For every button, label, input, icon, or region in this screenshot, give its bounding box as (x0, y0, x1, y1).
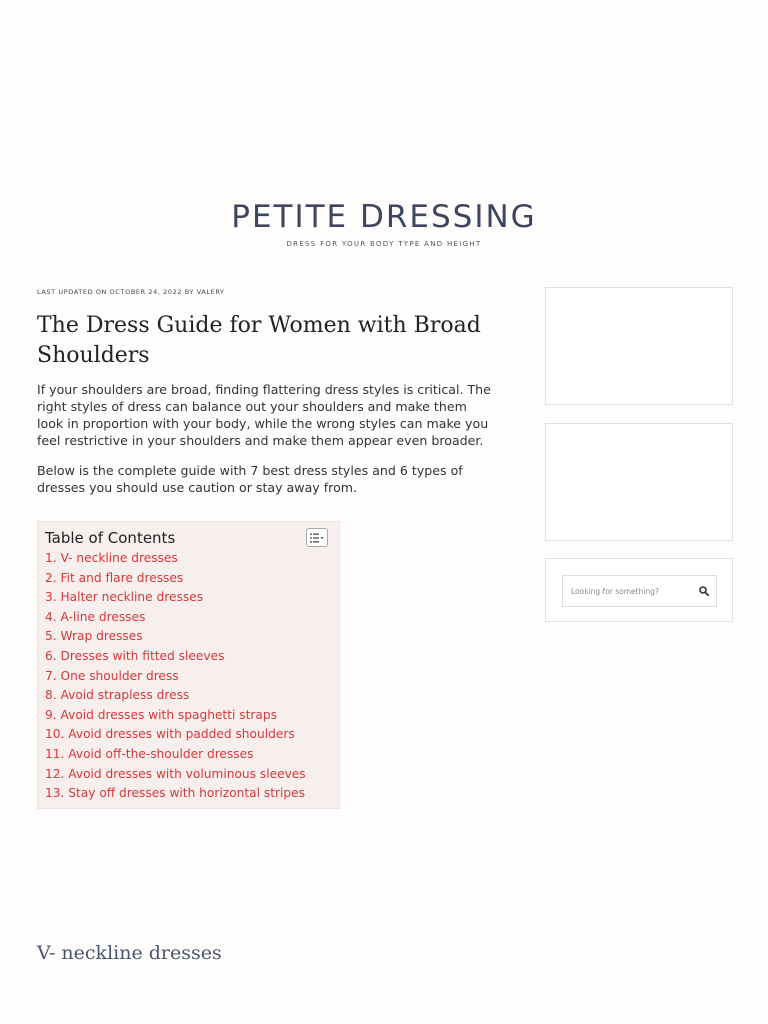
toc-item (45, 706, 332, 726)
search-input[interactable] (563, 576, 692, 606)
toc-link-padded-shoulders[interactable]: 10. Avoid dresses with padded shoulders (45, 727, 295, 742)
toc-link-fitted-sleeves[interactable]: 6. Dresses with fitted sleeves (45, 648, 225, 663)
section-heading: V- neckline dresses (37, 942, 222, 964)
search-widget (545, 558, 733, 622)
toc-link-fit-and-flare[interactable]: 2. Fit and flare dresses (45, 570, 184, 585)
post-title: The Dress Guide for Women with Broad Shoulders (37, 313, 481, 368)
toc-item (45, 765, 332, 785)
toc-link-spaghetti-straps[interactable]: 9. Avoid dresses with spaghetti straps (45, 707, 277, 722)
toc-link-wrap[interactable]: 5. Wrap dresses (45, 629, 143, 644)
toc-item (45, 725, 332, 745)
toc-item (45, 569, 332, 589)
toc-item (45, 549, 332, 569)
toc-header (45, 529, 332, 546)
sidebar-widget-1 (545, 287, 733, 405)
post-meta: LAST UPDATED ON OCTOBER 24, 2022 BY VALERY (37, 288, 225, 296)
toc-link-a-line[interactable]: 4. A-line dresses (45, 609, 146, 624)
toc-link-halter[interactable]: 3. Halter neckline dresses (45, 590, 204, 605)
post-content (37, 288, 492, 496)
list-toggle-icon (310, 533, 324, 543)
toc-item (45, 745, 332, 765)
search-form (562, 575, 717, 607)
toc-link-strapless[interactable]: 8. Avoid strapless dress (45, 688, 190, 703)
toc-item (45, 608, 332, 628)
toc-list (45, 549, 332, 804)
intro-paragraph-2: Below is the complete guide with 7 best dress styles and 6 types of dresses you should use caution or stay away from. (37, 463, 463, 495)
toc-link-v-neckline[interactable]: 1. V- neckline dresses (45, 551, 178, 565)
table-of-contents (37, 521, 340, 809)
toc-item (45, 667, 332, 687)
site-title[interactable]: PETITE DRESSING (231, 199, 537, 235)
toc-link-off-the-shoulder[interactable]: 11. Avoid off-the-shoulder dresses (45, 746, 254, 761)
search-icon (699, 586, 709, 596)
intro-paragraph: If your shoulders are broad, finding flattering dress styles is critical. The right styles of dress can balance out your shoulders and make them look in proportion with your body, while the wrong styles can make you feel restrictive in your shoulders and make them appear even broader. (37, 382, 491, 448)
toc-toggle-button[interactable] (306, 528, 328, 547)
toc-link-one-shoulder[interactable]: 7. One shoulder dress (45, 668, 179, 683)
toc-link-voluminous-sleeves[interactable]: 12. Avoid dresses with voluminous sleeves (45, 766, 306, 781)
sidebar-widget-2 (545, 423, 733, 541)
toc-item (45, 686, 332, 706)
toc-title: Table of Contents (45, 528, 176, 547)
toc-link-horizontal-stripes[interactable]: 13. Stay off dresses with horizontal stripes (45, 786, 305, 801)
search-button[interactable] (692, 576, 716, 606)
toc-item (45, 784, 332, 804)
site-tagline: DRESS FOR YOUR BODY TYPE AND HEIGHT (286, 240, 482, 248)
toc-item (45, 588, 332, 608)
toc-item (45, 627, 332, 647)
site-header (0, 198, 768, 248)
toc-item (45, 647, 332, 667)
